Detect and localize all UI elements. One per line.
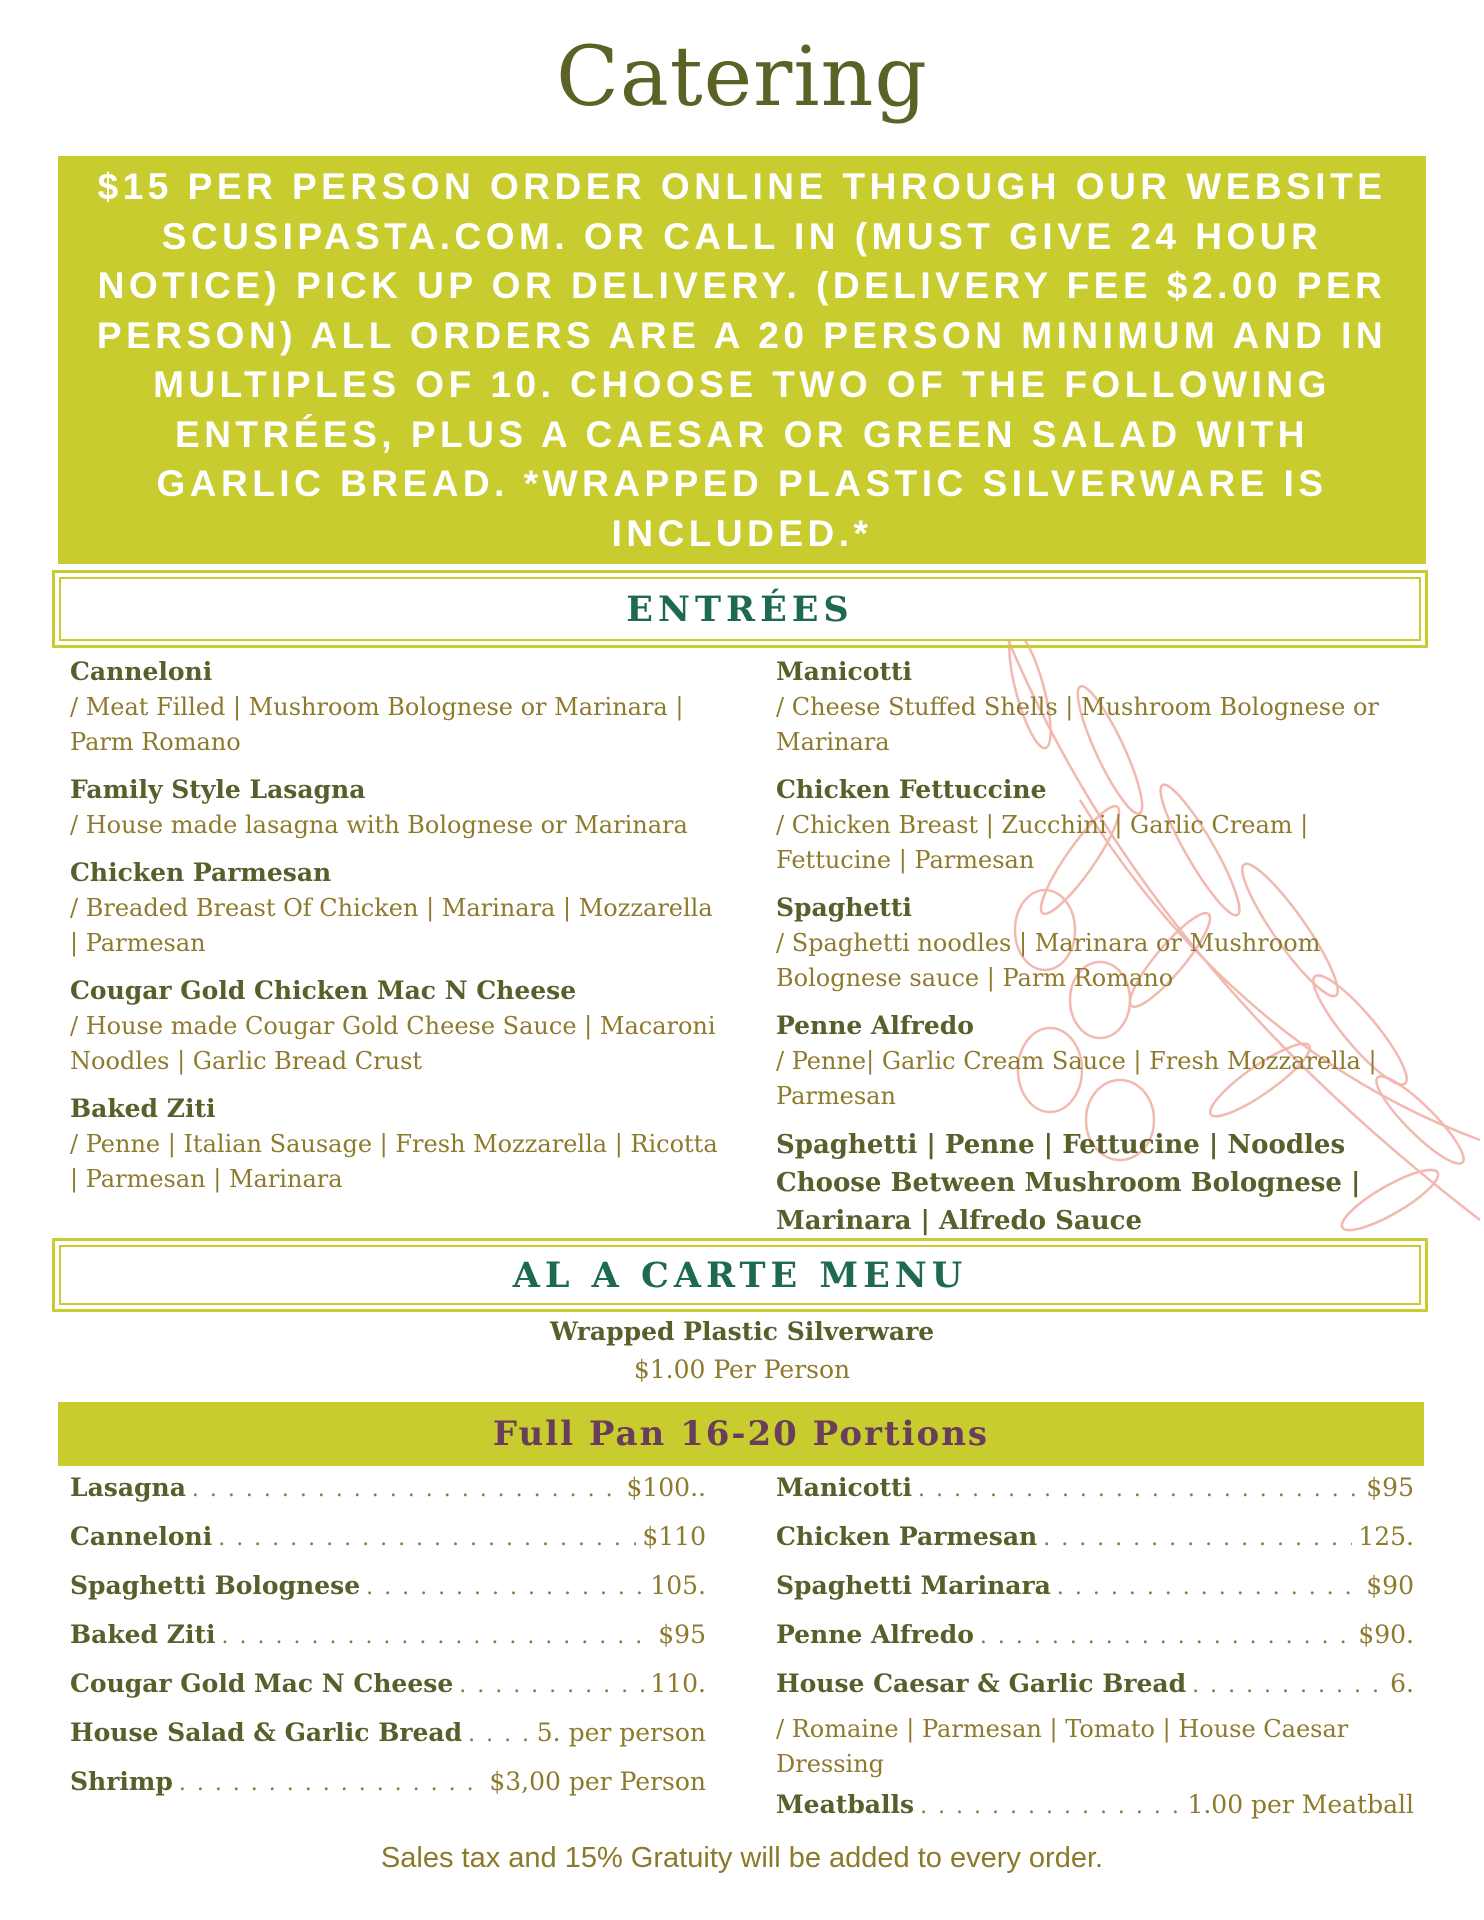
entree-item [70,855,720,961]
dot-leader [1057,1575,1360,1600]
entree-combo-note: Spaghetti | Penne | Fettucine | Noodles Choose Between Mushroom Bolognese | Marinara | Alfredo Sauce [776,1130,1361,1236]
entrees-heading: ENTRÉES [626,588,854,630]
entree-desc: / House made Cougar Gold Cheese Sauce | Macaroni Noodles | Garlic Bread Crust [70,1012,716,1075]
dot-leader [192,1477,621,1502]
price-item-name: Spaghetti Marinara [776,1571,1051,1600]
price-row [776,1473,1414,1522]
price-item-name: Lasagna [70,1473,186,1502]
price-item-price: 1.00 per Meatball [1187,1790,1414,1819]
silverware-price: $1.00 Per Person [633,1355,851,1384]
price-row [70,1669,706,1718]
fullpan-heading: Full Pan 16-20 Portions [492,1414,990,1454]
page-title: Catering [556,30,928,125]
price-row [70,1473,706,1522]
dot-leader [920,1794,1181,1819]
banner-text: $15 PER PERSON ORDER ONLINE THROUGH OUR WEBSITE SCUSIPASTA.COM. OR CALL IN (MUST GIVE 24 HOUR NOTICE) PICK UP OR DELIVERY. (DELIVERY FEE $2.00 PER PERSON) ALL ORDERS ARE A 20 PERSON MINIMUM AND IN MULTIPLES OF 10. CHOOSE TWO OF THE FOLLOWING ENTRÉES, PLUS A CAESAR OR GREEN SALAD WITH GARLIC BREAD. *WRAPPED PLASTIC SILVERWARE IS INCLUDED.* [96,166,1388,554]
entree-name: Canneloni [70,657,213,686]
entree-name: Spaghetti [776,893,912,922]
price-row [776,1790,1414,1839]
entree-item [776,654,1426,760]
dot-leader [918,1477,1360,1502]
price-item-name: House Salad & Garlic Bread [70,1718,463,1747]
price-item-name: Shrimp [70,1767,173,1796]
entree-name: Family Style Lasagna [70,775,366,804]
dot-leader [468,1722,531,1747]
entree-item [70,973,720,1079]
price-item-price: 125. [1358,1522,1414,1551]
fullpan-right-list [776,1473,1414,1839]
price-item-name: Cougar Gold Mac N Cheese [70,1669,454,1698]
silverware-name: Wrapped Plastic Silverware [549,1317,935,1346]
price-item-name: Spaghetti Bolognese [70,1571,361,1600]
dot-leader [222,1624,653,1649]
price-item-price: $100.. [626,1473,706,1502]
price-row [776,1620,1414,1669]
price-item-name: Canneloni [70,1522,213,1551]
entree-name: Baked Ziti [70,1094,216,1123]
price-item-price: $90. [1358,1620,1414,1649]
price-item-price: 5. per person [536,1718,706,1747]
price-item-price: 6. [1390,1669,1414,1698]
entree-name: Chicken Fettuccine [776,775,1047,804]
dot-leader [218,1526,636,1551]
price-item-name: Manicotti [776,1473,913,1502]
price-row [70,1522,706,1571]
entree-desc: / Meat Filled | Mushroom Bolognese or Marinara | Parm Romano [70,693,684,756]
price-row [70,1767,706,1816]
footer-note: Sales tax and 15% Gratuity will be added to every order. [380,1842,1104,1874]
price-item-price: $3,00 per Person [489,1767,706,1796]
entree-desc: / Chicken Breast | Zucchini | Garlic Cream | Fettucine | Parmesan [776,811,1309,874]
price-row [776,1669,1414,1718]
price-item-price: 110. [650,1669,706,1698]
entrees-right-column [776,654,1426,1240]
price-item-name: Baked Ziti [70,1620,216,1649]
fullpan-header [58,1402,1424,1466]
entree-desc: / Spaghetti noodles | Marinara or Mushroom Bolognese sauce | Parm Romano [776,929,1321,992]
entree-name: Manicotti [776,657,913,686]
price-row [70,1571,706,1620]
entree-item [776,890,1426,996]
alacarte-header-box [52,1238,1428,1312]
alacarte-heading: AL A CARTE MENU [512,1254,968,1296]
fullpan-left-list [70,1473,706,1816]
price-row [70,1620,706,1669]
price-item-price: $95 [1366,1473,1414,1502]
entree-item [776,772,1426,878]
entree-name: Chicken Parmesan [70,858,332,887]
entree-item [776,1008,1426,1114]
entree-desc: / House made lasagna with Bolognese or Marinara [70,811,688,839]
entree-item [70,1091,720,1197]
entree-desc: / Cheese Stuffed Shells | Mushroom Bolognese or Marinara [776,693,1379,756]
dot-leader [366,1575,644,1600]
entree-item [70,654,720,760]
entree-name: Cougar Gold Chicken Mac N Cheese [70,976,577,1005]
price-row [776,1571,1414,1620]
entree-name: Penne Alfredo [776,1011,974,1040]
entree-desc: / Breaded Breast Of Chicken | Marinara | Mozzarella | Parmesan [70,894,713,957]
entree-desc: / Penne| Garlic Cream Sauce | Fresh Mozzarella | Parmesan [776,1047,1377,1110]
entrees-header-box [52,570,1428,648]
price-item-name: Chicken Parmesan [776,1522,1038,1551]
dot-leader [179,1771,484,1796]
price-item-price: 105. [650,1571,706,1600]
price-item-name: Meatballs [776,1790,915,1819]
price-item-desc: / Romaine | Parmesan | Tomato | House Caesar Dressing [776,1715,1349,1778]
price-item-price: $90 [1366,1571,1414,1600]
price-row [776,1522,1414,1571]
price-row [70,1718,706,1767]
price-item-name: House Caesar & Garlic Bread [776,1669,1187,1698]
dot-leader [980,1624,1352,1649]
price-item-price: $95 [658,1620,706,1649]
dot-leader [1043,1526,1352,1551]
price-item-name: Penne Alfredo [776,1620,974,1649]
price-item-price: $110 [642,1522,706,1551]
dot-leader [459,1673,644,1698]
info-banner [58,156,1426,564]
entrees-left-column [70,654,720,1209]
entree-item [70,772,720,843]
dot-leader [1192,1673,1384,1698]
entree-desc: / Penne | Italian Sausage | Fresh Mozzarella | Ricotta | Parmesan | Marinara [70,1130,718,1193]
